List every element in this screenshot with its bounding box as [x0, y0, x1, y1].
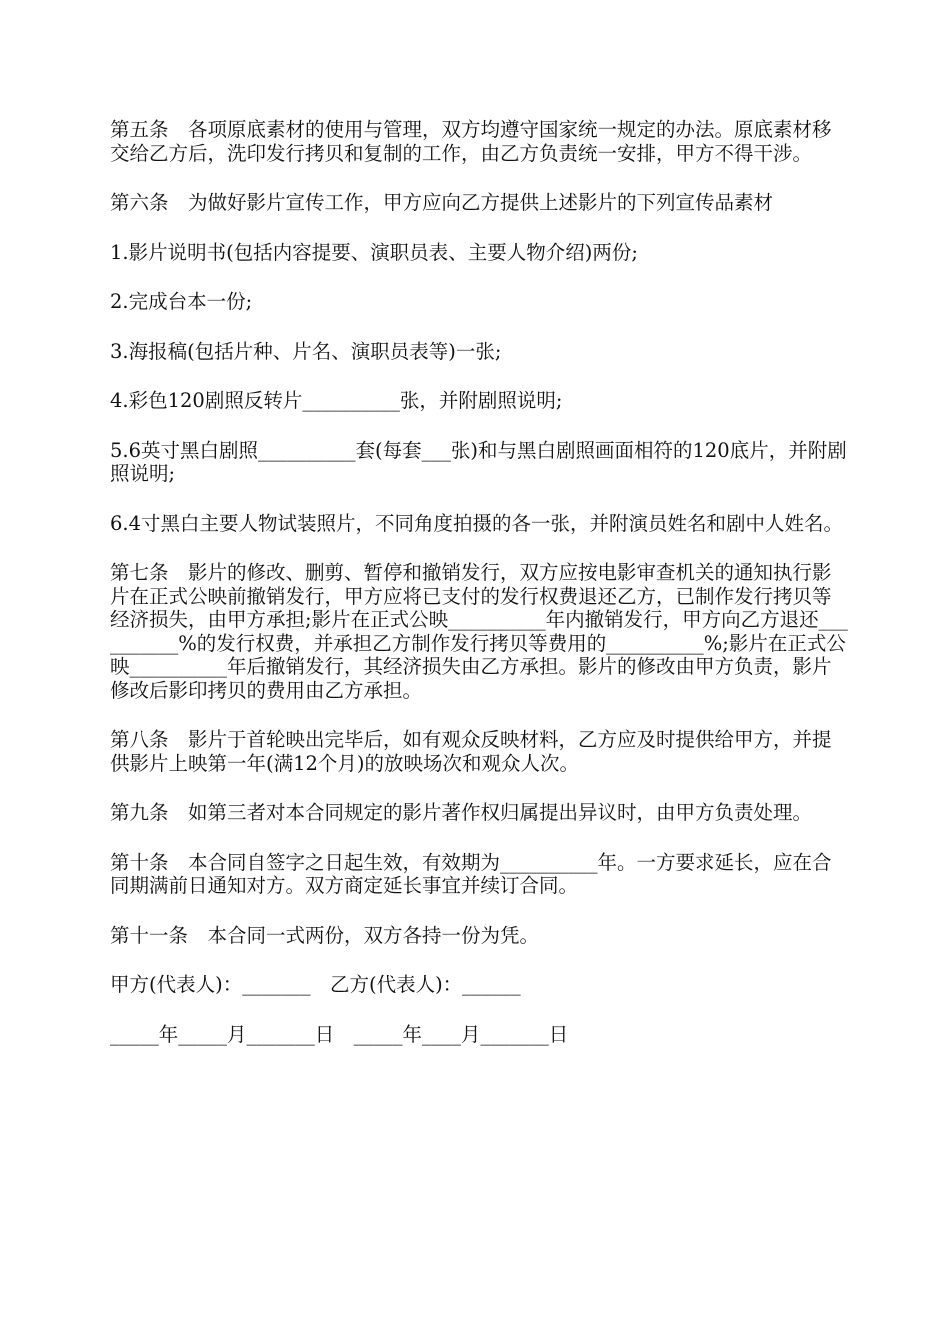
signature-line: 甲方(代表人)：_______ 乙方(代表人)：______ — [110, 973, 521, 996]
item-2: 2.完成台本一份; — [110, 290, 253, 313]
article-9: 第九条 如第三者对本合同规定的影片著作权归属提出异议时，由甲方负责处理。 — [110, 801, 813, 824]
article-7: 第七条 影片的修改、删剪、暂停和撤销发行，双方应按电影审查机关的通知执行影片在正式公映前撤销发行，甲方应将已支付的发行权费退还乙方，已制作发行拷贝等经济损失，由甲方承担;影片在正式公映__________年内撤销发行，甲方向乙方退还__________%的发行权费，并承担乙方制作发行拷贝等费用的__________%;影片在正式公映__________年后撤销发行，其经济损失由乙方承担。影片的修改由甲方负责，影片修改后影印拷贝的费用由乙方承担。 — [110, 561, 848, 702]
article-5: 第五条 各项原底素材的使用与管理，双方均遵守国家统一规定的办法。原底素材移交给乙方后，洗印发行拷贝和复制的工作，由乙方负责统一安排，甲方不得干涉。 — [110, 118, 832, 165]
item-5: 5.6英寸黑白剧照__________套(每套___张)和与黑白剧照画面相符的120底片，并附剧照说明; — [110, 438, 847, 485]
article-10: 第十条 本合同自签字之日起生效，有效期为__________年。一方要求延长，应在合同期满前日通知对方。双方商定延长事宜并续订合同。 — [110, 850, 832, 897]
article-6: 第六条 为做好影片宣传工作，甲方应向乙方提供上述影片的下列宣传品素材 — [110, 191, 774, 214]
article-8: 第八条 影片于首轮映出完毕后，如有观众反映材料，乙方应及时提供给甲方，并提供影片上映第一年(满12个月)的放映场次和观众人次。 — [110, 728, 832, 775]
item-4: 4.彩色120剧照反转片__________张，并附剧照说明; — [110, 389, 563, 412]
item-6: 6.4寸黑白主要人物试装照片，不同角度拍摄的各一张，并附演员姓名和剧中人姓名。 — [110, 511, 844, 535]
item-3: 3.海报稿(包括片种、片名、演职员表等)一张; — [110, 339, 502, 363]
date-line: _____年_____月_______日 _____年____月_______日 — [110, 1022, 569, 1046]
item-1: 1.影片说明书(包括内容提要、演职员表、主要人物介绍)两份; — [110, 240, 638, 264]
contract-page — [110, 118, 848, 1072]
article-11: 第十一条 本合同一式两份，双方各持一份为凭。 — [110, 923, 540, 947]
